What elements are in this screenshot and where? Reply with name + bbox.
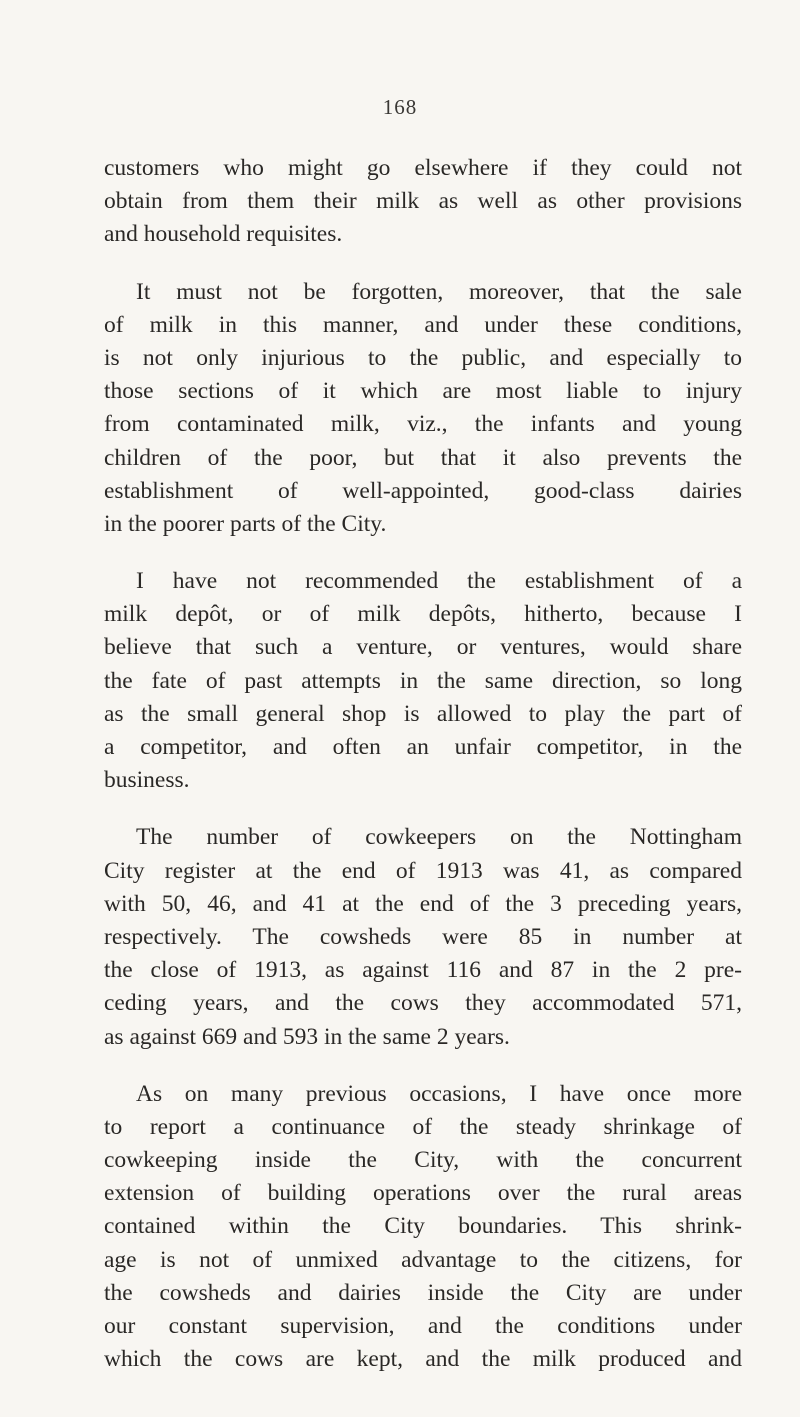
text-line: and household requisites.: [104, 221, 343, 248]
text-line: extension of building operations over the rural areas: [104, 1180, 742, 1207]
text-line: a competitor, and often an unfair competitor, in the: [104, 734, 742, 760]
paragraph: [104, 1078, 742, 1377]
text-line: The number of cowkeepers on the Nottingham: [136, 824, 742, 851]
text-line: the fate of past attempts in the same direction, so long: [104, 667, 742, 694]
text-line: ceding years, and the cows they accommodated 571,: [104, 990, 742, 1017]
text-line: customers who might go elsewhere if they could not: [104, 155, 742, 181]
text-line: our constant supervision, and the conditions under: [104, 1313, 742, 1339]
text-line: is not only injurious to the public, and especially to: [104, 344, 742, 371]
text-line: as against 669 and 593 in the same 2 years.: [104, 1023, 510, 1050]
page-number: 168: [382, 95, 418, 119]
text-line: obtain from them their milk as well as other provisions: [104, 188, 742, 215]
text-line: children of the poor, but that it also prevents the: [104, 444, 742, 471]
body-text: [104, 152, 742, 1400]
text-line: which the cows are kept, and the milk produced and: [104, 1346, 742, 1373]
text-line: business.: [104, 767, 190, 794]
text-line: the close of 1913, as against 116 and 87 in the 2 pre-: [104, 957, 742, 984]
text-line: believe that such a venture, or ventures, would share: [104, 634, 742, 661]
text-line: with 50, 46, and 41 at the end of the 3 preceding years,: [104, 890, 742, 917]
text-line: contained within the City boundaries. This shrink-: [104, 1213, 742, 1240]
paragraph: [104, 276, 742, 542]
paragraph: [104, 152, 742, 252]
text-line: It must not be forgotten, moreover, that the sale: [136, 278, 742, 305]
text-line: those sections of it which are most liable to injury: [104, 378, 742, 405]
text-line: I have not recommended the establishment of a: [136, 568, 742, 595]
text-line: to report a continuance of the steady shrinkage of: [104, 1113, 742, 1140]
text-line: age is not of unmixed advantage to the citizens, for: [104, 1246, 742, 1273]
text-line: of milk in this manner, and under these conditions,: [104, 311, 742, 338]
paragraph: [104, 821, 742, 1053]
text-line: in the poorer parts of the City.: [104, 510, 387, 537]
paragraph: [104, 565, 742, 797]
text-line: cowkeeping inside the City, with the concurrent: [104, 1147, 742, 1174]
text-line: milk depôt, or of milk depôts, hitherto, because I: [104, 601, 742, 628]
text-line: City register at the end of 1913 was 41, as compared: [104, 857, 742, 884]
text-line: As on many previous occasions, I have once more: [136, 1080, 742, 1107]
text-line: from contaminated milk, viz., the infants and young: [104, 411, 742, 438]
text-line: as the small general shop is allowed to play the part of: [104, 700, 742, 727]
text-line: establishment of well-appointed, good-class dairies: [104, 477, 742, 504]
text-line: respectively. The cowsheds were 85 in number at: [104, 923, 742, 950]
text-line: the cowsheds and dairies inside the City are under: [104, 1279, 742, 1306]
